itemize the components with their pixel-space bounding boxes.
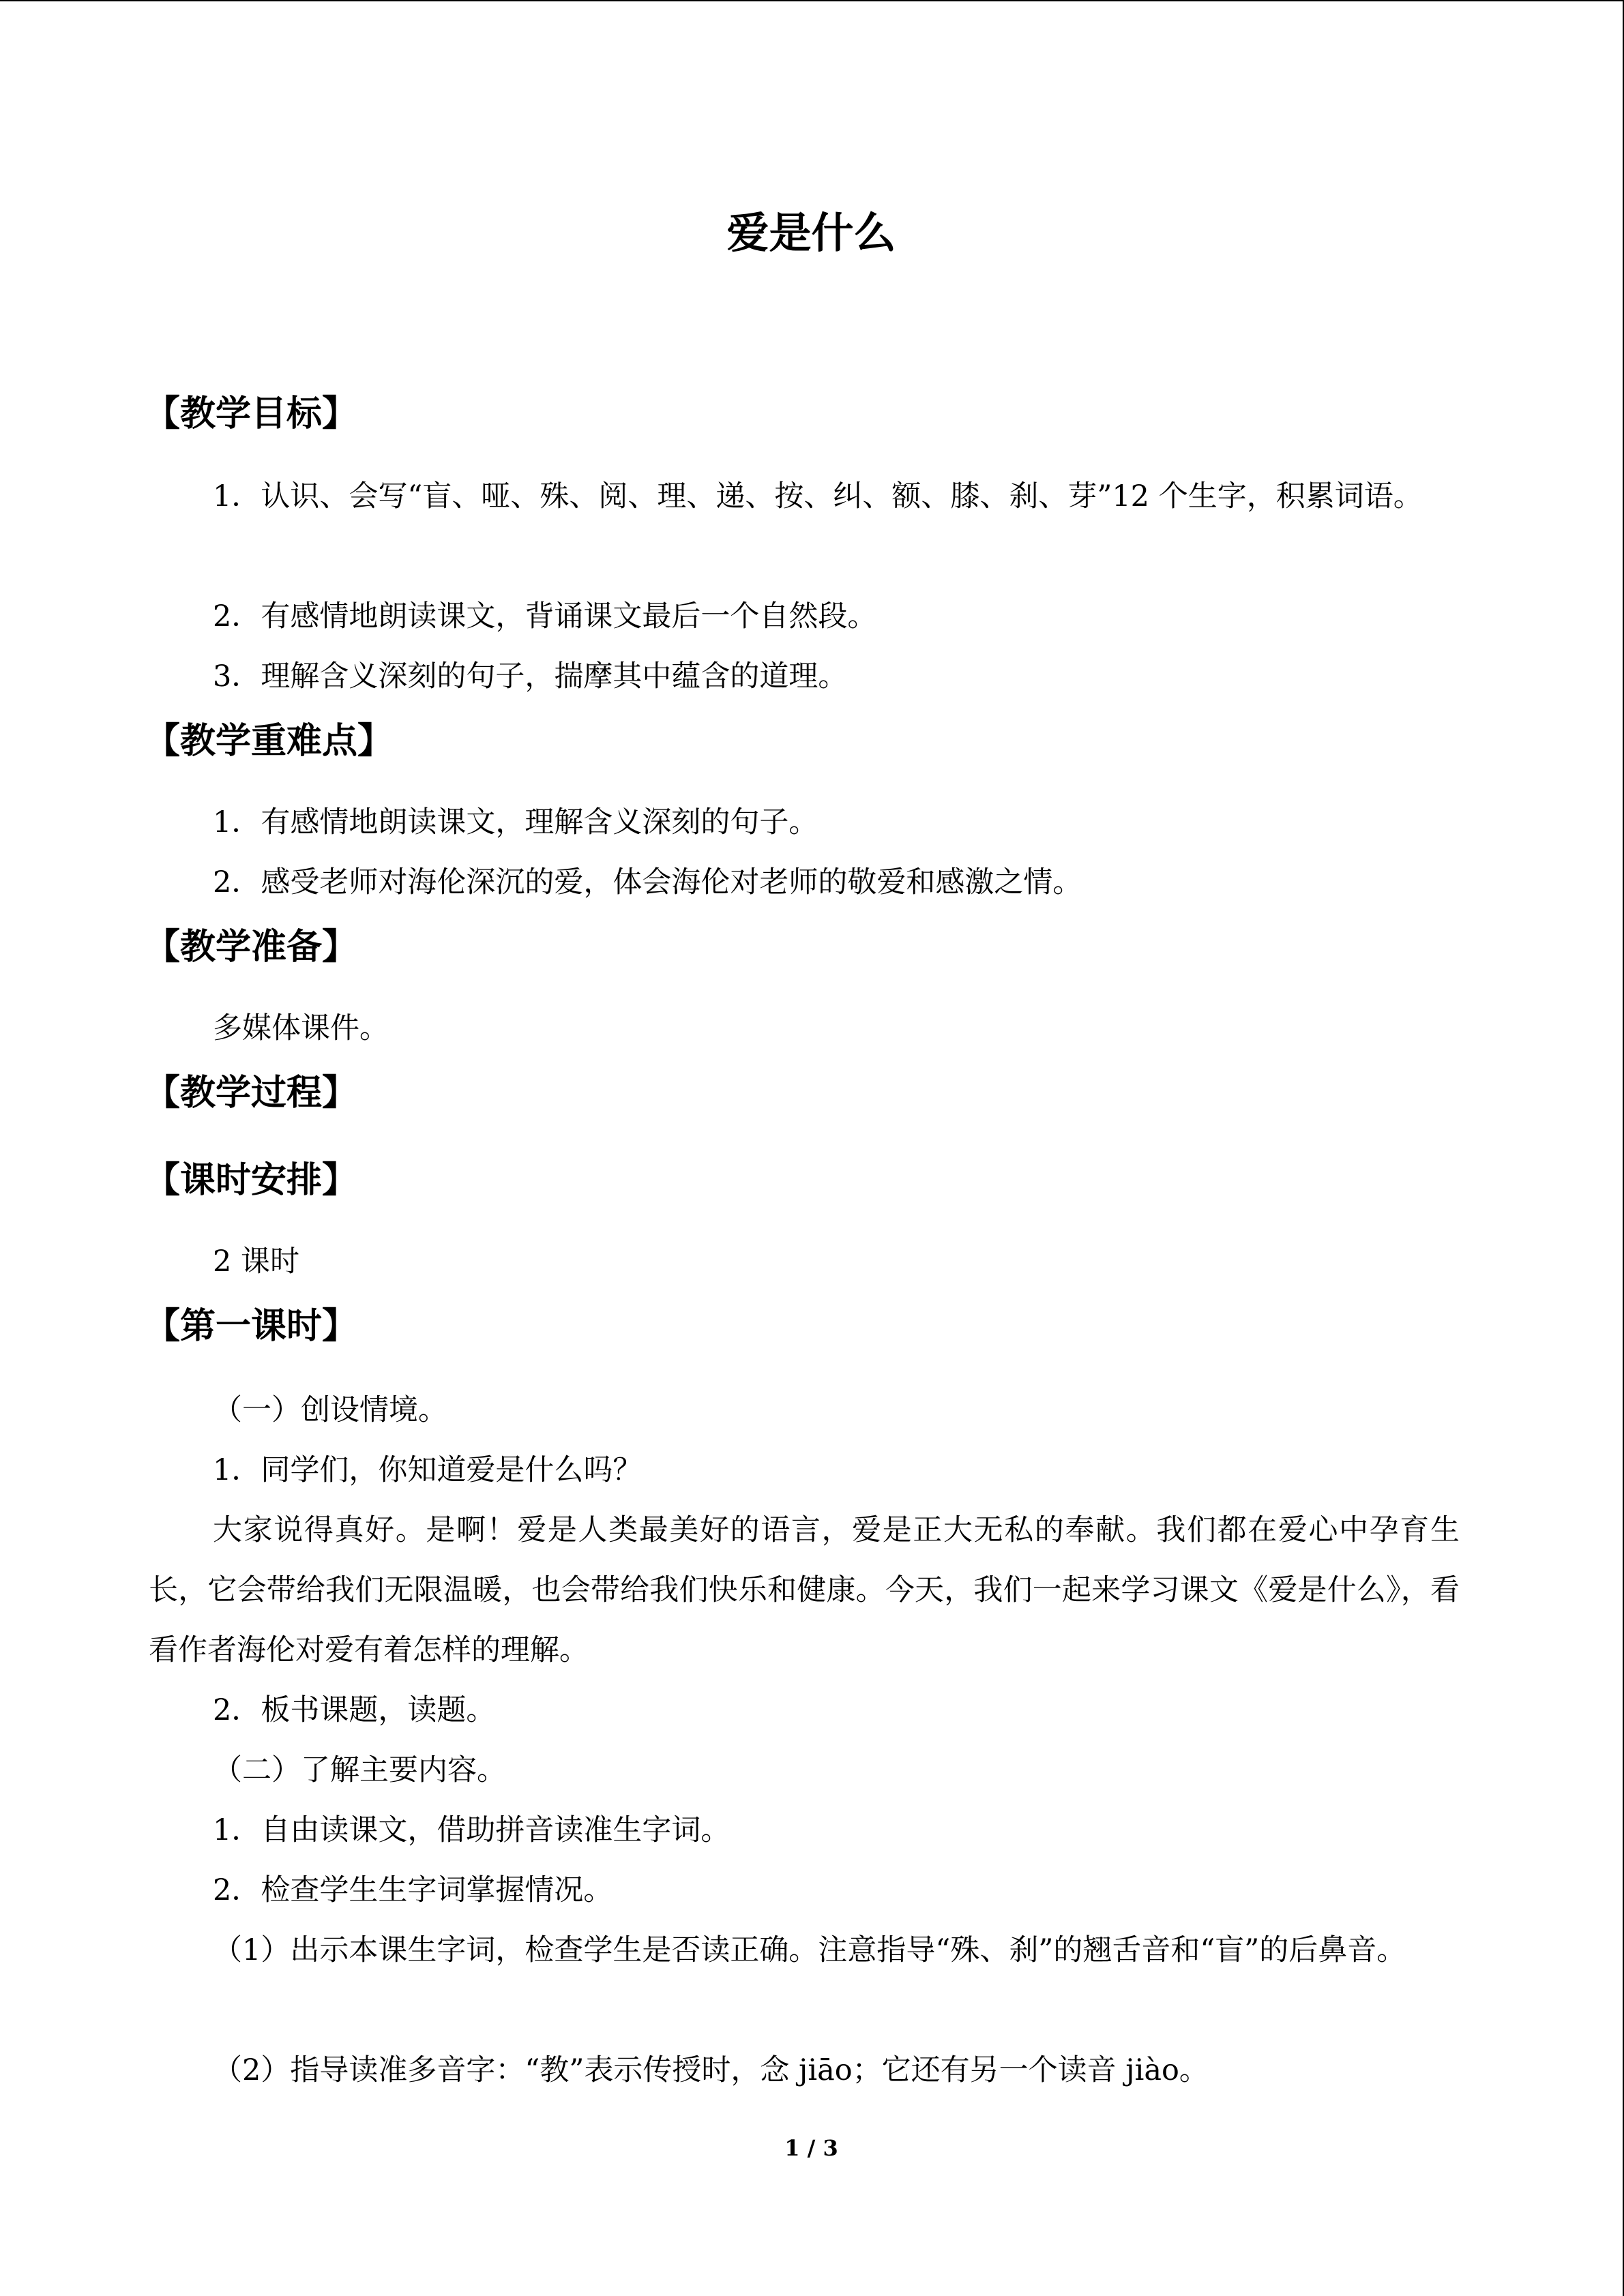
preparation-text: 多媒体课件。 [213,1011,389,1045]
lesson-paragraph-9: （2）指导读准多音字：“教”表示传授时，念 jiāo；它还有另一个读音 jiào。 [213,2053,1209,2087]
schedule-text: 2 课时 [213,1244,300,1279]
lesson-paragraph-6: 1．自由读课文，借助拼音读准生字词。 [213,1813,730,1847]
lesson-paragraph-1: （一）创设情境。 [213,1393,447,1427]
heading-key-points: 【教学重难点】 [145,720,394,762]
lesson-paragraph-3: 大家说得真好。是啊！爱是人类最美好的语言，爱是正大无私的奉献。我们都在爱心中孕育生长，它会带给我们无限温暖，也会带给我们快乐和健康。今天，我们一起来学习课文《爱是什么》，看看作者海伦对爱有着怎样的理解。 [149,1513,1460,1667]
heading-preparation: 【教学准备】 [145,926,358,968]
goal-item-1: 1．认识、会写“盲、哑、殊、阅、理、递、按、纠、额、膝、刹、芽”12 个生字，积累词语。 [213,479,1423,513]
page-indicator: 1 / 3 [784,2135,838,2161]
lesson-paragraph-5: （二）了解主要内容。 [213,1753,506,1787]
goal-item-3: 3．理解含义深刻的句子，揣摩其中蕴含的道理。 [213,659,848,694]
lesson-paragraph-8: （1）出示本课生字词，检查学生是否读正确。注意指导“殊、刹”的翘舌音和“盲”的后鼻音。 [213,1933,1406,1967]
heading-lesson-one: 【第一课时】 [145,1305,358,1347]
heading-schedule: 【课时安排】 [145,1159,358,1201]
lesson-paragraph-4: 2．板书课题，读题。 [213,1693,496,1727]
key-point-item-1: 1．有感情地朗读课文，理解含义深刻的句子。 [213,805,818,839]
key-point-item-2: 2．感受老师对海伦深沉的爱，体会海伦对老师的敬爱和感激之情。 [213,865,1082,899]
lesson-paragraph-7: 2．检查学生生字词掌握情况。 [213,1873,613,1907]
heading-goals: 【教学目标】 [145,393,358,434]
heading-process: 【教学过程】 [145,1072,358,1114]
goal-item-2: 2．有感情地朗读课文，背诵课文最后一个自然段。 [213,599,877,633]
lesson-paragraph-2: 1．同学们，你知道爱是什么吗？ [213,1453,643,1487]
document-title: 爱是什么 [726,208,896,258]
